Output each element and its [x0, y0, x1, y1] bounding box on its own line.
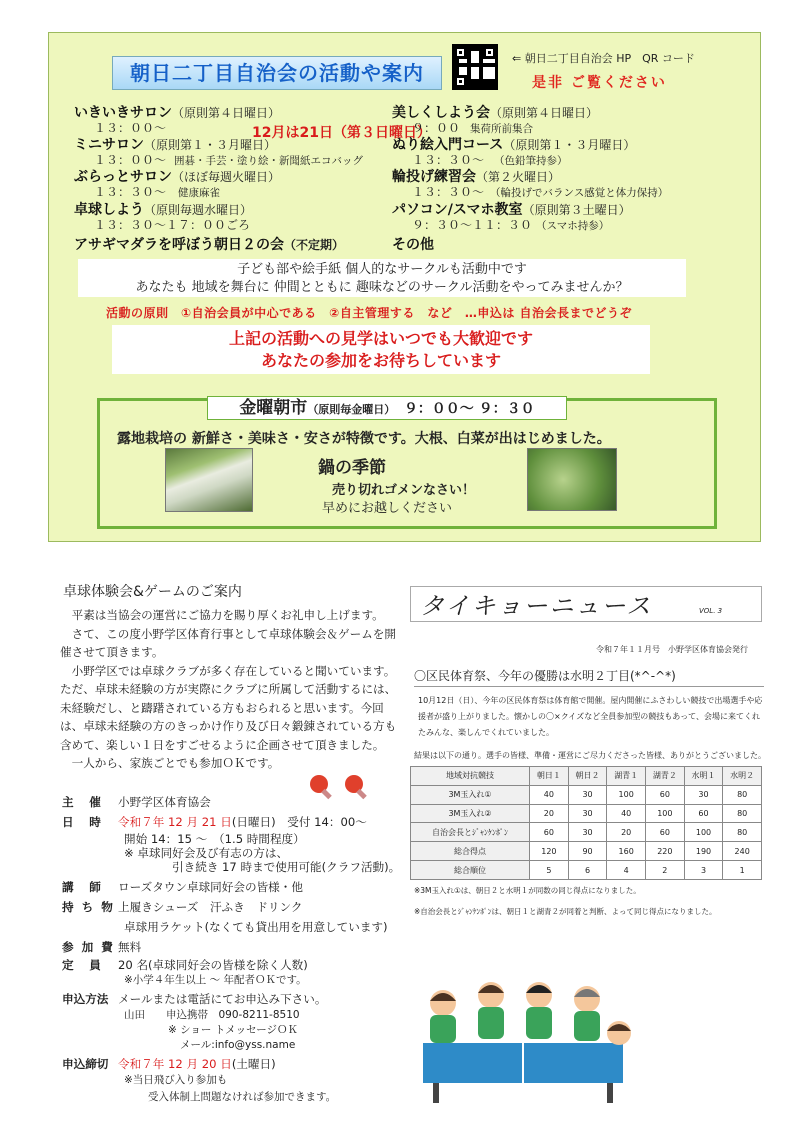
activity-paren: （原則第１・３月曜日）	[503, 138, 636, 152]
activity-title: 卓球しよう	[74, 202, 144, 218]
welcome-line-1: 上記の活動への見学はいつでも大歓迎です	[228, 329, 533, 348]
table-cell: 100	[607, 785, 646, 804]
deadline-date: 令和７年 12 月 20 日	[118, 1057, 232, 1071]
circle-info	[78, 259, 686, 297]
instructor-value: ローズタウン卓球同好会の皆様・他	[118, 880, 303, 894]
table-tennis-illustration	[403, 973, 641, 1105]
apply-sms: ※ ショー トメッセージＯＫ	[168, 1024, 299, 1036]
deadline-day: (土曜日)	[231, 1057, 276, 1071]
activity-paren: （不定期）	[284, 238, 345, 252]
organizer-value: 小野学区体育協会	[118, 795, 211, 809]
activity-time: ９：３０～１１：３０	[412, 218, 533, 232]
apply-label: 申込方法	[62, 992, 109, 1006]
activity-paren: （原則第１・３月曜日）	[144, 138, 277, 152]
table-note-2: ※自治会長とｼﾞｬﾝｹﾝﾎﾟﾝは、朝日１と湖青２が同着と判断、よって同じ得点になりました。	[414, 907, 717, 916]
intro-paragraph: さて、この度小野学区体育行事として卓球体験会＆ゲームを開催させて頂きます。	[60, 626, 396, 659]
activity-time: ９：００	[412, 121, 461, 135]
table-header-row	[411, 767, 762, 786]
activity-left-1	[74, 138, 363, 169]
walkin-note-2: 受入体制上問題なければ参加できます。	[148, 1091, 337, 1103]
radish-photo	[165, 448, 253, 512]
activity-paren: （原則第４日曜日）	[172, 106, 281, 120]
deadline-label: 申込締切	[62, 1057, 109, 1071]
reception-time: 受付 14：00～	[287, 815, 367, 829]
activity-paren: （原則毎週水曜日）	[144, 203, 253, 217]
organizer-label: 主 催	[62, 795, 103, 809]
capacity-value: 20 名(卓球同好会の皆様を除く人数)	[118, 958, 308, 972]
table-cell: 4	[607, 861, 646, 880]
activity-time: １３：３０～	[412, 153, 485, 167]
table-cell: 総合得点	[411, 842, 530, 861]
paddle-icon	[345, 775, 363, 793]
table-cell: 20	[607, 823, 646, 842]
table-cell: 自治会長とｼﾞｬﾝｹﾝﾎﾟﾝ	[411, 823, 530, 842]
activity-note: 囲碁・手芸・塗り絵・新聞紙エコバッグ	[174, 155, 364, 167]
table-note-1: ※3M玉入れ①は、朝日２と水明１が同数の同じ得点になりました。	[414, 886, 641, 895]
table-leg	[607, 1083, 613, 1103]
bring-label: 持 ち 物	[62, 900, 115, 914]
table-row	[411, 861, 762, 880]
apply-value: メールまたは電話にてお申込み下さい。	[118, 992, 327, 1006]
table-cell: 40	[530, 785, 569, 804]
market-time: ９：００～ ９：３０	[403, 401, 535, 417]
activity-paren: （原則第３土曜日）	[522, 203, 631, 217]
newsletter-volume: VOL. 3	[699, 607, 723, 615]
capacity-note: ※小学４年生以上 ～ 年配者ＯＫです。	[124, 974, 307, 986]
intro-paragraph: 一人から、家族ごとでも参加ＯＫです。	[71, 756, 280, 770]
capacity-row	[62, 958, 308, 973]
activity-left-4	[74, 238, 344, 253]
apply-contact: 山田 申込携帯 090-8211-8510	[124, 1009, 300, 1021]
after-note-1: ※ 卓球同好会及び有志の方は、	[124, 846, 289, 860]
table-header: 水明１	[684, 767, 723, 786]
activity-right-0	[392, 106, 598, 137]
table-header: 湖青２	[646, 767, 685, 786]
table-cell: 1	[723, 861, 762, 880]
activity-title: いきいきサロン	[74, 105, 172, 121]
table-cell: 総合順位	[411, 861, 530, 880]
bring-row	[62, 900, 302, 915]
table-header: 朝日２	[568, 767, 607, 786]
results-table	[410, 766, 762, 880]
paddle-icon	[310, 775, 328, 793]
bring-value: 上履きシューズ 汗ふき ドリンク	[118, 900, 303, 914]
table-cell: 60	[646, 823, 685, 842]
deadline-row	[62, 1057, 276, 1072]
table-cell: 60	[646, 785, 685, 804]
table-cell: 80	[723, 823, 762, 842]
table-leg	[433, 1083, 439, 1103]
newsletter-title: タイキョーニュース	[420, 592, 653, 620]
table-cell: 100	[646, 804, 685, 823]
newsletter-publisher: 令和７年１１月号 小野学区体育協会発行	[596, 645, 748, 654]
activity-title: ぶらっとサロン	[74, 169, 172, 185]
after-note-2: 引き続き 17 時まで使用可能(クラフ活動)。	[172, 860, 401, 874]
market-season: 鍋の季節	[318, 458, 386, 478]
activity-note: （色鉛筆持参）	[494, 155, 568, 167]
activity-left-0	[74, 106, 280, 136]
activity-title: ミニサロン	[74, 137, 144, 153]
circle-line-1: 子ども部や絵手紙 個人的なサークルも活動中です	[237, 262, 527, 277]
instructor-label: 講 師	[62, 880, 103, 894]
market-description: 露地栽培の 新鮮さ・美味さ・安さが特徴です。大根、白菜が出はじめました。	[117, 431, 611, 447]
table-header: 水明２	[723, 767, 762, 786]
table-header: 朝日１	[530, 767, 569, 786]
table-cell: 3	[684, 861, 723, 880]
activity-title: その他	[392, 237, 434, 253]
activity-note: （スマホ持参）	[536, 220, 610, 232]
table-cell: 60	[530, 823, 569, 842]
table-cell: 30	[684, 785, 723, 804]
datetime-row	[62, 815, 367, 830]
table-cell: 30	[568, 785, 607, 804]
table-cell: 220	[646, 842, 685, 861]
table-tennis-intro	[60, 606, 398, 773]
vegetable-photo	[527, 448, 617, 511]
table-cell: 6	[568, 861, 607, 880]
table-cell: 3M玉入れ①	[411, 785, 530, 804]
capacity-label: 定 員	[62, 958, 103, 972]
table-row	[411, 804, 762, 823]
welcome-line-2: あなたの参加をお待ちしています	[260, 351, 501, 370]
table-cell: 190	[684, 842, 723, 861]
table-row	[411, 785, 762, 804]
table-cell: 30	[568, 804, 607, 823]
qr-label: ⇐ 朝日二丁目自治会 HP QR コード	[512, 52, 695, 65]
fee-value: 無料	[118, 940, 142, 954]
market-line-2: 早めにお越しください	[322, 501, 453, 516]
table-cell: 100	[684, 823, 723, 842]
datetime-label: 日 時	[62, 815, 103, 829]
instructor-row	[62, 880, 303, 895]
apply-mail[interactable]: メール:info@yss.name	[180, 1039, 296, 1051]
activity-note: 健康麻雀	[178, 187, 221, 199]
fee-label: 参 加 費	[62, 940, 115, 954]
activity-note: （輪投げでバランス感覚と体力保持）	[490, 187, 669, 199]
result-intro: 結果は以下の通り。選手の皆様、準備・運営にご尽力くださった皆様、ありがとうございました。	[414, 751, 766, 760]
table-cell: 160	[607, 842, 646, 861]
table-cell: 80	[723, 785, 762, 804]
intro-paragraph: 平素は当協会の運営にご協力を賜り厚くお礼申し上げます。	[71, 608, 384, 622]
start-time: 開始 14：15 ～ （1.5 時間程度）	[124, 832, 305, 846]
activity-title: ぬり絵入門コース	[392, 137, 504, 153]
table-cell: 40	[607, 804, 646, 823]
table-cell: 3M玉入れ②	[411, 804, 530, 823]
activity-paren: （ほぼ毎週火曜日）	[172, 170, 281, 184]
event-day: (日曜日)	[231, 815, 276, 829]
activity-time: １３：００～	[94, 153, 167, 167]
circle-line-2: あなたも 地域を舞台に 仲間とともに 趣味などのサークル活動をやってみませんか？	[135, 280, 629, 295]
activity-right-1	[392, 138, 635, 169]
market-paren: （原則毎金曜日）	[307, 403, 390, 416]
table-tennis-title: 卓球体験会&ゲームのご案内	[63, 584, 242, 600]
table-cell: 60	[684, 804, 723, 823]
event-date: 令和７年 12 月 21 日	[118, 815, 232, 829]
table-cell: 2	[646, 861, 685, 880]
activity-title: アサギマダラを呼ぼう朝日２の会	[74, 237, 284, 253]
activity-title: 輪投げ練習会	[392, 169, 476, 185]
bring-value-2: 卓球用ラケット(なくても貸出用を用意しています)	[124, 920, 388, 934]
activity-paren: （原則第４日曜日）	[490, 106, 599, 120]
activity-note: 集荷所前集合	[470, 123, 534, 135]
table-row	[411, 823, 762, 842]
walkin-note: ※当日飛び入り参加も	[124, 1074, 228, 1086]
activity-left-2	[74, 170, 280, 201]
activity-time: １３：３０～	[412, 185, 485, 199]
table-row	[411, 842, 762, 861]
table-header: 地域対抗競技	[411, 767, 530, 786]
activity-left-3	[74, 203, 252, 233]
activity-paren: （第２火曜日）	[476, 170, 561, 184]
activity-right-2	[392, 170, 668, 201]
activity-title: パソコン/スマホ教室	[392, 202, 523, 218]
intro-paragraph: 小野学区では卓球クラブが多く存在していると聞いています。ただ、卓球未経験の方が実際にクラブに所属して活動するには、未経験だし、と躊躇されている方もおられると思います。今回は、卓球未経験の方のきっかけ作り及び日々鍛錬されている方も含めて、楽しい１日をすごせるように企画させて頂きました。	[60, 663, 397, 752]
organizer-row	[62, 795, 211, 810]
panel-title: 朝日二丁目自治会の活動や案内	[112, 56, 442, 90]
news-text: 10月12日（日）、今年の区民体育祭は体育館で開催。屋内開催にふさわしい競技で出場選手や応援者が盛り上がりました。懐かしの〇×クイズなど全員参加型の競技もあって、会場に来てくれたみんな、楽しんでくれていました。	[418, 696, 763, 737]
apply-row	[62, 992, 326, 1007]
activity-time: １３：３０～１７：００ごろ	[94, 218, 251, 232]
market-line-1: 売り切れゴメンなさい！	[332, 483, 476, 498]
activity-time: １３：３０～	[94, 185, 167, 199]
qr-cta: 是非 ご覧ください	[532, 75, 667, 91]
activity-time: １３：００～	[94, 121, 167, 135]
table-cell: 5	[530, 861, 569, 880]
activity-principle: 活動の原則 ①自治会員が中心である ②自主管理する など …申込は 自治会長までどうぞ	[106, 306, 633, 320]
table-header: 湖青１	[607, 767, 646, 786]
activity-right-4	[392, 238, 434, 253]
news-headline: 〇区民体育祭、今年の優勝は水明２丁目(*^-^*)	[414, 667, 764, 687]
december-note: 12月は21日（第３日曜日）	[252, 125, 431, 141]
table-cell: 90	[568, 842, 607, 861]
market-title	[207, 396, 567, 420]
table-cell: 20	[530, 804, 569, 823]
qr-code[interactable]	[452, 44, 498, 90]
welcome-box	[112, 325, 650, 374]
table-cell: 240	[723, 842, 762, 861]
table-cell: 80	[723, 804, 762, 823]
person-figures	[430, 982, 631, 1045]
fee-row	[62, 940, 141, 955]
activity-title: 美しくしよう会	[392, 105, 490, 121]
table-cell: 120	[530, 842, 569, 861]
activity-right-3	[392, 203, 631, 234]
table-cell: 30	[568, 823, 607, 842]
market-name: 金曜朝市	[239, 398, 308, 418]
